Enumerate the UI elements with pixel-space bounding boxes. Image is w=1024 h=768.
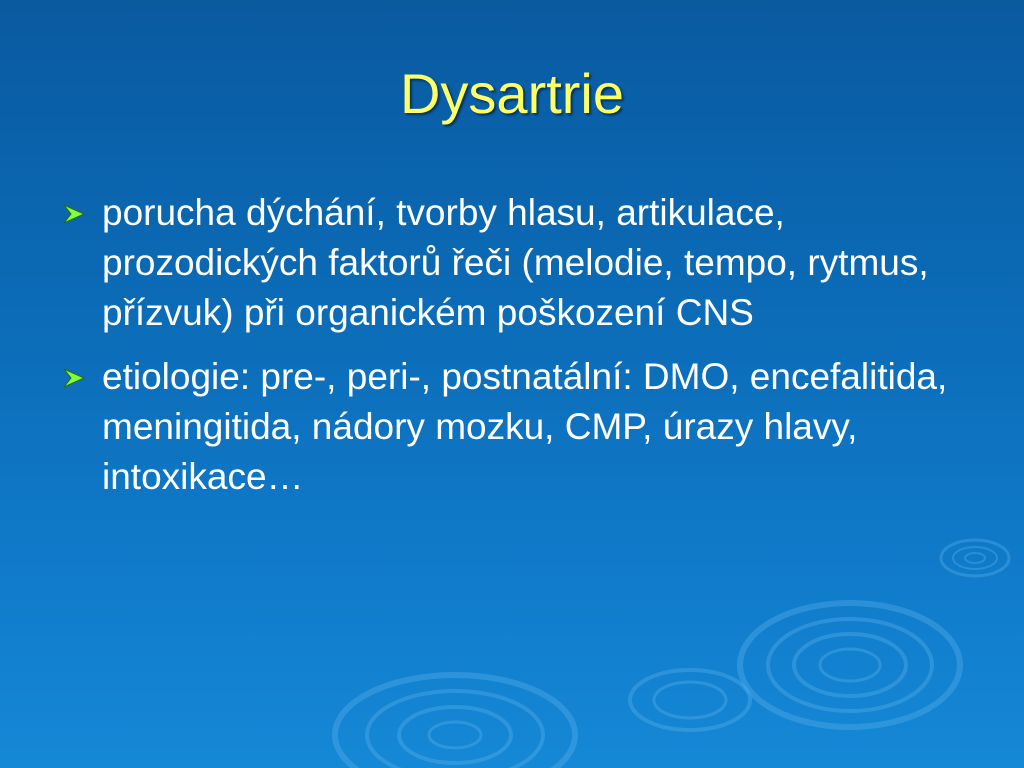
chevron-right-arrow-icon — [62, 203, 86, 225]
bullet-text: porucha dýchání, tvorby hlasu, artikulace, prozodických faktorů řeči (melodie, tempo, rytmus, přízvuk) při organickém poškození CNS — [102, 192, 929, 333]
bullet-text: etiologie: pre-, peri-, postnatální: DMO, encefalitida, meningitida, nádory mozku, CMP, úrazy hlavy, intoxikace… — [102, 356, 948, 497]
chevron-right-arrow-icon — [62, 367, 86, 389]
bullet-item — [60, 352, 970, 502]
slide-title: Dysartrie — [399, 62, 625, 125]
bullet-item — [60, 188, 970, 338]
bullet-list — [60, 188, 970, 516]
